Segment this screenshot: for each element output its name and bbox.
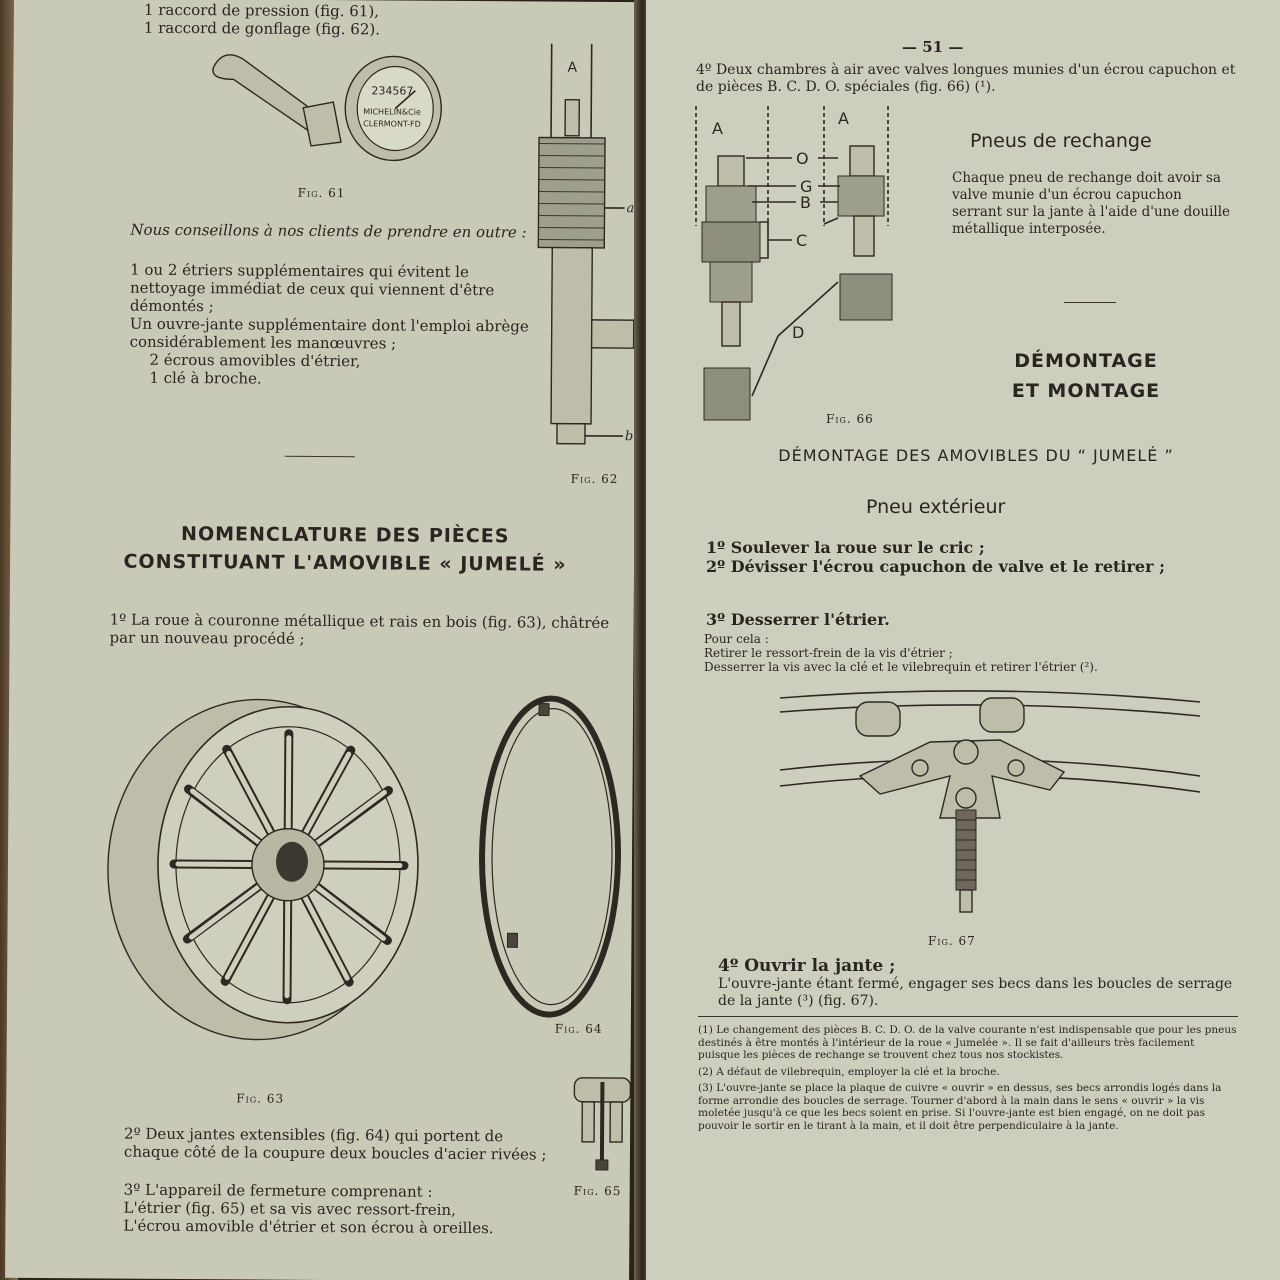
item-3-line-3: L'écrou amovible d'étrier et son écrou à oreilles.: [123, 1216, 494, 1238]
spare-tyres-title: Pneus de rechange: [970, 130, 1152, 152]
advice-item-2: Un ouvre-jante supplémentaire dont l'emploi abrège considérablement les manœuvres ;: [129, 314, 529, 353]
section-rule-left: [285, 456, 355, 457]
footnote-2: (2) A défaut de vilebrequin, employer la clé et la broche.: [698, 1065, 1000, 1078]
fig66-label-G: G: [800, 177, 813, 196]
item-4: 4º Deux chambres à air avec valves longues munies d'un écrou capuchon et de pièces B. C. D. O. spéciales (fig. 66) (¹).: [696, 62, 1236, 95]
fig66-label-O: O: [796, 149, 809, 168]
top-line-2: 1 raccord de gonflage (fig. 62).: [143, 18, 381, 39]
step-4: 4º Ouvrir la jante ;: [718, 956, 896, 976]
item-3-line-1: 3º L'appareil de fermeture comprenant :: [123, 1180, 433, 1201]
pressure-gauge-illustration: [203, 37, 434, 169]
fig66-label-A2: A: [838, 109, 849, 128]
step-1: 1º Soulever la roue sur le cric ;: [706, 538, 985, 557]
fig66-label-B: B: [800, 193, 811, 212]
item-3-line-2: L'étrier (fig. 65) et sa vis avec ressort-frein,: [123, 1198, 456, 1219]
section-title-2: ET MONTAGE: [1011, 380, 1161, 402]
nomenclature-title-2: CONSTITUANT L'AMOVIBLE « JUMELÉ »: [123, 550, 567, 576]
left-page: [5, 0, 638, 1280]
advice-intro: Nous conseillons à nos clients de prendre en outre :: [130, 220, 527, 242]
section-title-1: DÉMONTAGE: [1014, 350, 1158, 372]
gauge-scale: 234567: [371, 84, 414, 98]
step-4-text: L'ouvre-jante étant fermé, engager ses becs dans les boucles de serrage de la jante (³) (fig. 67).: [718, 976, 1233, 1009]
fig62-label-A: A: [567, 59, 578, 76]
spare-tyres-text: Chaque pneu de rechange doit avoir sa valve munie d'un écrou capuchon serrant sur la jante à l'aide d'une douille métallique interposée.: [952, 170, 1231, 237]
nomenclature-item-1: 1º La roue à couronne métallique et rais en bois (fig. 63), châtrée par un nouveau procédé ;: [109, 610, 610, 648]
footnote-3: (3) L'ouvre-jante se place la plaque de cuivre « ouvrir » en dessus, ses becs arrondis logés dans la forme arrondie des boucles de serrage. Tourner d'abord à la main dans le sens « ouvrir » la vis moletée jusqu'à ce que les becs soient en prise. Si l'ouvre-jante est bien engagé, on ne doit pas pouvoir le sortir en le tirant à la main, et il doit être perpendiculaire à la jante.: [698, 1082, 1222, 1132]
gauge-city: CLERMONT-FD: [363, 119, 421, 129]
fig62-label-a: a: [626, 201, 635, 217]
nomenclature-title-1: NOMENCLATURE DES PIÈCES: [181, 523, 510, 548]
footnote-rule: [698, 1016, 1238, 1017]
stirrup-illustration: [570, 1068, 641, 1178]
fig-67-caption: Fig. 67: [928, 934, 976, 948]
fig-65-caption: Fig. 65: [573, 1183, 622, 1199]
section-rule-right: [1064, 302, 1116, 303]
advice-list: [129, 261, 530, 390]
top-line-1: 1 raccord de pression (fig. 61),: [143, 0, 380, 21]
fig-61-caption: Fig. 61: [297, 185, 346, 201]
rim-opener-illustration: [780, 686, 1200, 926]
gauge-brand: MICHELIN&Cie: [363, 107, 421, 117]
nomenclature-item-2: 2º Deux jantes extensibles (fig. 64) qui portent de chaque côté de la coupure deux boucles d'acier rivées ;: [123, 1124, 547, 1164]
page-number: — 51 —: [902, 38, 964, 56]
inflation-connector-illustration: [527, 43, 640, 487]
footnotes: [698, 1024, 1238, 1132]
step-3-detail-3: Desserrer la vis avec la clé et le vilebrequin et retirer l'étrier (²).: [704, 660, 1098, 674]
fig66-label-C: C: [796, 231, 808, 250]
valve-parts-illustration: [688, 106, 898, 436]
step-3: 3º Desserrer l'étrier.: [706, 610, 890, 629]
nomenclature-item-3: [123, 1181, 553, 1238]
fig-66-caption: Fig. 66: [826, 412, 874, 426]
subsection-title: DÉMONTAGE DES AMOVIBLES DU “ JUMELÉ ”: [778, 446, 1174, 465]
fig-63-caption: Fig. 63: [236, 1091, 285, 1106]
outer-tyre-title: Pneu extérieur: [866, 496, 1006, 518]
step-3-detail: [704, 632, 1264, 674]
fig66-label-A1: A: [712, 119, 723, 138]
advice-item-4: 1 clé à broche.: [149, 368, 262, 388]
fig-62-caption: Fig. 62: [570, 471, 619, 487]
step-2: 2º Dévisser l'écrou capuchon de valve et le retirer ;: [706, 557, 1165, 576]
step-3-detail-2: Retirer le ressort-frein de la vis d'étrier ;: [704, 646, 953, 660]
top-lines: [144, 1, 474, 39]
footnote-1: (1) Le changement des pièces B. C. D. O. de la valve courante n'est indispensable que pour les pneus destinés à être montés à l'intérieur de la roue « Jumelée ». Il se fait d'ailleurs très facilement puisque les pièces de rechange se trouvent chez tous nos stockistes.: [698, 1024, 1237, 1061]
rim-illustration: [477, 691, 629, 1022]
advice-item-1: 1 ou 2 étriers supplémentaires qui évitent le nettoyage immédiat de ceux qui viennent d'être démontés ;: [129, 260, 495, 316]
fig-64-caption: Fig. 64: [554, 1021, 603, 1036]
step-3-detail-1: Pour cela :: [704, 632, 769, 646]
wheel-illustration: [87, 688, 430, 1050]
right-page: [646, 0, 1280, 1280]
fig66-label-D: D: [792, 323, 805, 342]
fig62-label-b: b: [624, 429, 634, 445]
advice-item-3: 2 écrous amovibles d'étrier,: [149, 350, 361, 371]
